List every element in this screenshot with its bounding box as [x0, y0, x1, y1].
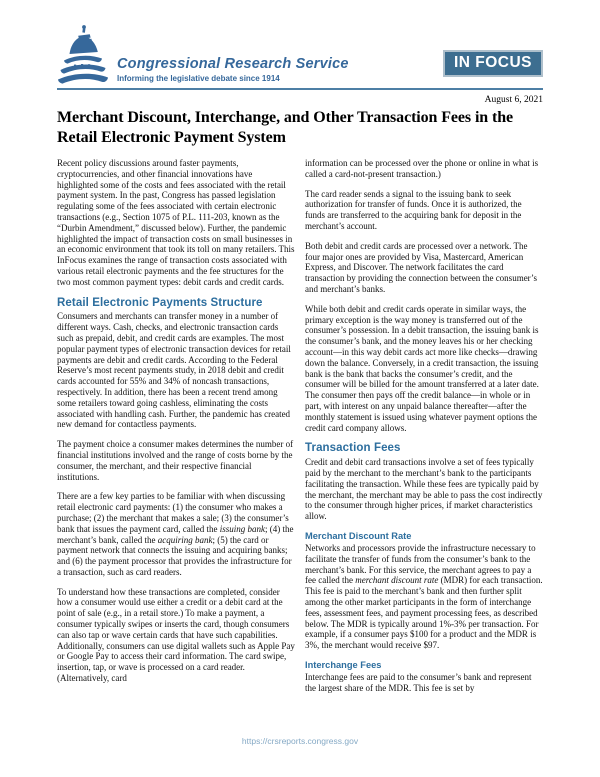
article-columns [57, 158, 543, 703]
paragraph: Both debit and credit cards are processed over a network. The four major ones are provided by Visa, Mastercard, American Express, and Discover. The network facilitates the card transaction by providing the connection between the consumer’s and merchant’s banks. [305, 240, 538, 294]
paragraph: While both debit and credit cards operate in similar ways, the primary exception is the way money is transferred out of the consumer’s possession. In a debit transaction, the issuing bank is the consumer’s bank, and the money leaves his or her checking account—in this way debit cards act more like checks—drawing down the balance. Conversely, in a credit transaction, the issuing bank is the bank that backs the consumer’s credit, and the consumer will be billed for the amount transferred at a later date. The consumer then pays off the credit balance—in whole or in part, with interest on any unpaid balance thereafter—after the monthly statement is issued using whatever payment options the credit card company allows. [305, 303, 539, 433]
publication-date: August 6, 2021 [484, 95, 543, 105]
brand-name: Congressional Research Service [117, 56, 349, 72]
section-heading: Merchant Discount Rate [305, 530, 412, 541]
infocus-badge: IN FOCUS [443, 50, 543, 77]
page-title: Merchant Discount, Interchange, and Other Transaction Fees in the Retail Electronic Payment System [57, 109, 514, 146]
section-heading: Transaction Fees [305, 442, 401, 455]
column-left [57, 158, 295, 703]
brand-block [117, 56, 349, 84]
paragraph: Consumers and merchants can transfer money in a number of different ways. Cash, checks, and electronic transaction cards such as prepaid, debit, and credit cards are examples. The most popular payment types of electronic transaction devices for retail payments are debit and credit cards. According to the Federal Reserve’s most recent payments study, in 2018 debit and credit cards accounted for 55% and 34% of noncash transactions, respectively. In addition, there has been a recent trend among some retailers toward going cashless, eliminating the costs associated with handling cash. Further, the pandemic has created new demand for contactless payments. [57, 311, 291, 430]
section-heading: Interchange Fees [305, 660, 382, 671]
capitol-dome-icon [57, 24, 109, 84]
paragraph: The payment choice a consumer makes determines the number of financial institutions involved and the range of costs borne by the consumer, the merchant, and their respective financial institutions. [57, 439, 294, 482]
paragraph: The card reader sends a signal to the issuing bank to seek authorization for transfer of funds. Once it is authorized, the funds are transferred to the acquiring bank for deposit in the merchant’s account. [305, 188, 522, 231]
paragraph: There are a few key parties to be familiar with when discussing retail electronic card payments: (1) the consumer who makes a purchase; (2) the merchant that makes a sale; (3) the consumer’s bank that issues the payment card, called the issuing bank; (4) the merchant’s bank, called the acquiring bank; (5) the card or payment network that connects the issuing and acquiring banks; and (6) the payment processor that provides the infrastructure for a transaction, such as card readers. [57, 491, 294, 577]
footer-url[interactable]: https://crsreports.congress.gov [241, 736, 359, 746]
section-heading: Retail Electronic Payments Structure [57, 296, 263, 309]
footer [0, 731, 600, 749]
header-rule [57, 88, 543, 90]
paragraph: Networks and processors provide the infrastructure necessary to facilitate the transfer of funds from the consumer’s bank to the merchant’s bank. For this service, the merchant agrees to pay a fee called the merchant discount rate (MDR) for each transaction. This fee is paid to the merchant’s bank and then further split among the other market participants in the form of interchange fees, assessment fees, and payment processing fees, as described below. The MDR is typically around 1%-3% per transaction. For example, if a consumer pays $100 for a product and the MDR is 3%, the merchant would receive $97. [305, 543, 543, 651]
paragraph: Interchange fees are paid to the consumer’s bank and represent the largest share of the MDR. This fee is set by [305, 672, 532, 693]
brand-tagline: Informing the legislative debate since 1914 [117, 74, 280, 83]
paragraph: information can be processed over the phone or online in what is called a card-not-present transaction.) [305, 158, 539, 179]
header [57, 0, 543, 84]
paragraph: Recent policy discussions around faster payments, cryptocurrencies, and other financial innovations have highlighted some of the costs and fees associated with the retail payment system. In the past, Congress has passed legislation regulating some of the fees associated with certain electronic transactions (e.g., Section 1075 of P.L. 111-203, known as the “Durbin Amendment,” discussed below). Further, the pandemic highlighted the impact of transaction costs on small businesses in an economic environment that took its toll on many retailers. This InFocus examines the range of transaction costs associated with various retail electronic payments and the fee structures for the two most common payment types: debit cards and credit cards. [57, 158, 295, 287]
paragraph: To understand how these transactions are completed, consider how a consumer would use either a credit or a debit card at the point of sale (e.g., in a retail store.) To make a payment, a consumer typically swipes or inserts the card, though consumers can also tap or wave certain cards that have such capabilities. Additionally, consumers can use digital wallets such as Apple Pay or Google Pay to access their card information. The card swipe, insertion, tap, or wave is processed on a card reader. (Alternatively, card [57, 586, 295, 684]
column-right [305, 158, 543, 703]
paragraph: Credit and debit card transactions involve a set of fees typically paid by the merchant to the merchant’s bank to the participants facilitating the transaction. While these fees are typically paid by the merchant, the merchant may be able to pass the cost indirectly to the consumer through higher prices, if market characteristics allow. [305, 457, 543, 522]
